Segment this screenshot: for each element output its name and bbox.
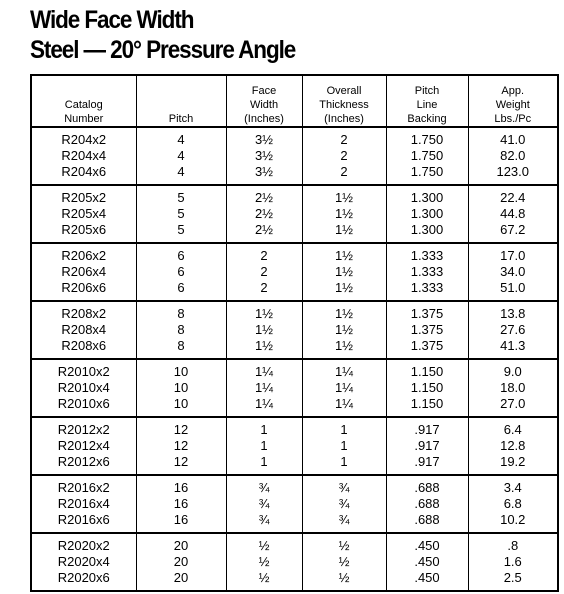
- overall-thickness-cell: 1½: [302, 280, 386, 301]
- catalog-number-cell: R205x6: [31, 222, 136, 243]
- overall-thickness-cell: ½: [302, 554, 386, 570]
- face-width-cell: 2: [226, 280, 302, 301]
- page-title: Wide Face Width: [30, 6, 194, 34]
- table-row: [31, 264, 558, 280]
- overall-thickness-cell: 1½: [302, 206, 386, 222]
- page-subtitle: Steel — 20° Pressure Angle: [30, 36, 296, 64]
- approx-weight-cell: 1.6: [468, 554, 558, 570]
- pitch-cell: 4: [136, 127, 226, 148]
- pitch-cell: 20: [136, 533, 226, 554]
- face-width-cell: 1½: [226, 338, 302, 359]
- face-width-cell: 3½: [226, 164, 302, 185]
- pitch-line-backing-cell: 1.375: [386, 322, 468, 338]
- pitch-group: [31, 243, 558, 301]
- pitch-cell: 6: [136, 243, 226, 264]
- table-row: [31, 570, 558, 591]
- catalog-number-cell: R206x6: [31, 280, 136, 301]
- overall-thickness-cell: ½: [302, 533, 386, 554]
- approx-weight-cell: 34.0: [468, 264, 558, 280]
- approx-weight-cell: 41.0: [468, 127, 558, 148]
- catalog-number-cell: R2016x4: [31, 496, 136, 512]
- pitch-cell: 4: [136, 164, 226, 185]
- pitch-line-backing-cell: .688: [386, 496, 468, 512]
- overall-thickness-cell: 1: [302, 438, 386, 454]
- header-overall-thickness: Overall Thickness (Inches): [302, 75, 386, 127]
- face-width-cell: ¾: [226, 496, 302, 512]
- face-width-cell: ½: [226, 533, 302, 554]
- face-width-cell: 3½: [226, 148, 302, 164]
- overall-thickness-cell: 1: [302, 417, 386, 438]
- pitch-group: [31, 359, 558, 417]
- catalog-number-cell: R2012x4: [31, 438, 136, 454]
- catalog-number-cell: R2012x6: [31, 454, 136, 475]
- header-face-width: Face Width (Inches): [226, 75, 302, 127]
- pitch-line-backing-cell: 1.300: [386, 222, 468, 243]
- pitch-line-backing-cell: .917: [386, 454, 468, 475]
- pitch-cell: 10: [136, 359, 226, 380]
- overall-thickness-cell: 2: [302, 164, 386, 185]
- overall-thickness-cell: 1½: [302, 222, 386, 243]
- approx-weight-cell: 18.0: [468, 380, 558, 396]
- approx-weight-cell: 13.8: [468, 301, 558, 322]
- pitch-line-backing-cell: 1.333: [386, 243, 468, 264]
- catalog-number-cell: R208x4: [31, 322, 136, 338]
- pitch-line-backing-cell: .688: [386, 475, 468, 496]
- pitch-cell: 12: [136, 454, 226, 475]
- face-width-cell: 1¼: [226, 380, 302, 396]
- gear-spec-table: [30, 74, 559, 592]
- pitch-cell: 5: [136, 185, 226, 206]
- table-row: [31, 243, 558, 264]
- pitch-line-backing-cell: .688: [386, 512, 468, 533]
- pitch-cell: 8: [136, 338, 226, 359]
- table-row: [31, 554, 558, 570]
- catalog-number-cell: R205x4: [31, 206, 136, 222]
- pitch-group: [31, 533, 558, 591]
- approx-weight-cell: 44.8: [468, 206, 558, 222]
- overall-thickness-cell: ¾: [302, 475, 386, 496]
- table-row: [31, 280, 558, 301]
- pitch-cell: 6: [136, 264, 226, 280]
- catalog-number-cell: R204x2: [31, 127, 136, 148]
- approx-weight-cell: 27.0: [468, 396, 558, 417]
- face-width-cell: ½: [226, 554, 302, 570]
- pitch-line-backing-cell: 1.375: [386, 338, 468, 359]
- catalog-number-cell: R2020x4: [31, 554, 136, 570]
- table-row: [31, 164, 558, 185]
- table-row: [31, 496, 558, 512]
- table-row: [31, 380, 558, 396]
- approx-weight-cell: 51.0: [468, 280, 558, 301]
- overall-thickness-cell: ½: [302, 570, 386, 591]
- table-row: [31, 438, 558, 454]
- face-width-cell: 1¼: [226, 359, 302, 380]
- table-row: [31, 322, 558, 338]
- table-row: [31, 206, 558, 222]
- face-width-cell: 2½: [226, 185, 302, 206]
- table-row: [31, 185, 558, 206]
- table-row: [31, 127, 558, 148]
- approx-weight-cell: 17.0: [468, 243, 558, 264]
- approx-weight-cell: 12.8: [468, 438, 558, 454]
- catalog-number-cell: R204x4: [31, 148, 136, 164]
- pitch-cell: 16: [136, 496, 226, 512]
- pitch-line-backing-cell: 1.333: [386, 280, 468, 301]
- approx-weight-cell: 19.2: [468, 454, 558, 475]
- table-row: [31, 475, 558, 496]
- table-row: [31, 396, 558, 417]
- pitch-group: [31, 185, 558, 243]
- overall-thickness-cell: 1¼: [302, 380, 386, 396]
- table-row: [31, 359, 558, 380]
- approx-weight-cell: .8: [468, 533, 558, 554]
- header-approx-weight: App. Weight Lbs./Pc: [468, 75, 558, 127]
- catalog-number-cell: R2010x2: [31, 359, 136, 380]
- pitch-line-backing-cell: .450: [386, 554, 468, 570]
- catalog-number-cell: R205x2: [31, 185, 136, 206]
- pitch-line-backing-cell: 1.750: [386, 164, 468, 185]
- pitch-cell: 20: [136, 570, 226, 591]
- pitch-line-backing-cell: 1.750: [386, 148, 468, 164]
- face-width-cell: 1½: [226, 322, 302, 338]
- face-width-cell: 2: [226, 264, 302, 280]
- overall-thickness-cell: 1: [302, 454, 386, 475]
- pitch-cell: 12: [136, 438, 226, 454]
- approx-weight-cell: 3.4: [468, 475, 558, 496]
- approx-weight-cell: 2.5: [468, 570, 558, 591]
- table-row: [31, 301, 558, 322]
- pitch-line-backing-cell: 1.150: [386, 396, 468, 417]
- header-catalog-number: Catalog Number: [31, 75, 136, 127]
- pitch-group: [31, 475, 558, 533]
- pitch-cell: 5: [136, 222, 226, 243]
- pitch-group: [31, 417, 558, 475]
- pitch-cell: 6: [136, 280, 226, 301]
- table-row: [31, 222, 558, 243]
- approx-weight-cell: 10.2: [468, 512, 558, 533]
- pitch-cell: 16: [136, 512, 226, 533]
- overall-thickness-cell: ¾: [302, 496, 386, 512]
- pitch-line-backing-cell: .450: [386, 533, 468, 554]
- pitch-line-backing-cell: 1.333: [386, 264, 468, 280]
- face-width-cell: 3½: [226, 127, 302, 148]
- approx-weight-cell: 67.2: [468, 222, 558, 243]
- face-width-cell: 1: [226, 438, 302, 454]
- approx-weight-cell: 41.3: [468, 338, 558, 359]
- overall-thickness-cell: 1¼: [302, 396, 386, 417]
- face-width-cell: 1½: [226, 301, 302, 322]
- pitch-cell: 12: [136, 417, 226, 438]
- pitch-cell: 8: [136, 301, 226, 322]
- pitch-cell: 20: [136, 554, 226, 570]
- overall-thickness-cell: 1½: [302, 264, 386, 280]
- table-row: [31, 533, 558, 554]
- approx-weight-cell: 123.0: [468, 164, 558, 185]
- catalog-number-cell: R204x6: [31, 164, 136, 185]
- catalog-number-cell: R206x2: [31, 243, 136, 264]
- face-width-cell: ½: [226, 570, 302, 591]
- face-width-cell: ¾: [226, 512, 302, 533]
- pitch-line-backing-cell: 1.750: [386, 127, 468, 148]
- face-width-cell: 1: [226, 417, 302, 438]
- face-width-cell: 1: [226, 454, 302, 475]
- table-row: [31, 338, 558, 359]
- header-pitch: Pitch: [136, 75, 226, 127]
- approx-weight-cell: 82.0: [468, 148, 558, 164]
- pitch-line-backing-cell: 1.300: [386, 185, 468, 206]
- overall-thickness-cell: 1½: [302, 301, 386, 322]
- pitch-cell: 10: [136, 396, 226, 417]
- catalog-number-cell: R2012x2: [31, 417, 136, 438]
- approx-weight-cell: 22.4: [468, 185, 558, 206]
- overall-thickness-cell: 1¼: [302, 359, 386, 380]
- catalog-number-cell: R2016x6: [31, 512, 136, 533]
- pitch-cell: 10: [136, 380, 226, 396]
- approx-weight-cell: 27.6: [468, 322, 558, 338]
- approx-weight-cell: 6.4: [468, 417, 558, 438]
- approx-weight-cell: 9.0: [468, 359, 558, 380]
- face-width-cell: 2½: [226, 206, 302, 222]
- table-row: [31, 454, 558, 475]
- overall-thickness-cell: 2: [302, 148, 386, 164]
- table-header-row: [31, 75, 558, 127]
- pitch-group: [31, 127, 558, 185]
- catalog-number-cell: R208x2: [31, 301, 136, 322]
- face-width-cell: ¾: [226, 475, 302, 496]
- catalog-number-cell: R2010x6: [31, 396, 136, 417]
- face-width-cell: 1¼: [226, 396, 302, 417]
- pitch-line-backing-cell: 1.150: [386, 359, 468, 380]
- approx-weight-cell: 6.8: [468, 496, 558, 512]
- catalog-number-cell: R2010x4: [31, 380, 136, 396]
- pitch-cell: 5: [136, 206, 226, 222]
- face-width-cell: 2½: [226, 222, 302, 243]
- header-pitch-line-backing: Pitch Line Backing: [386, 75, 468, 127]
- pitch-line-backing-cell: 1.300: [386, 206, 468, 222]
- pitch-group: [31, 301, 558, 359]
- face-width-cell: 2: [226, 243, 302, 264]
- overall-thickness-cell: 1½: [302, 338, 386, 359]
- overall-thickness-cell: ¾: [302, 512, 386, 533]
- pitch-line-backing-cell: .917: [386, 438, 468, 454]
- catalog-number-cell: R2020x2: [31, 533, 136, 554]
- pitch-line-backing-cell: 1.150: [386, 380, 468, 396]
- table-row: [31, 417, 558, 438]
- catalog-number-cell: R208x6: [31, 338, 136, 359]
- catalog-number-cell: R206x4: [31, 264, 136, 280]
- table-row: [31, 148, 558, 164]
- pitch-cell: 8: [136, 322, 226, 338]
- pitch-cell: 16: [136, 475, 226, 496]
- table-row: [31, 512, 558, 533]
- pitch-line-backing-cell: .917: [386, 417, 468, 438]
- overall-thickness-cell: 1½: [302, 322, 386, 338]
- pitch-line-backing-cell: .450: [386, 570, 468, 591]
- catalog-number-cell: R2016x2: [31, 475, 136, 496]
- catalog-number-cell: R2020x6: [31, 570, 136, 591]
- pitch-line-backing-cell: 1.375: [386, 301, 468, 322]
- overall-thickness-cell: 2: [302, 127, 386, 148]
- pitch-cell: 4: [136, 148, 226, 164]
- overall-thickness-cell: 1½: [302, 185, 386, 206]
- overall-thickness-cell: 1½: [302, 243, 386, 264]
